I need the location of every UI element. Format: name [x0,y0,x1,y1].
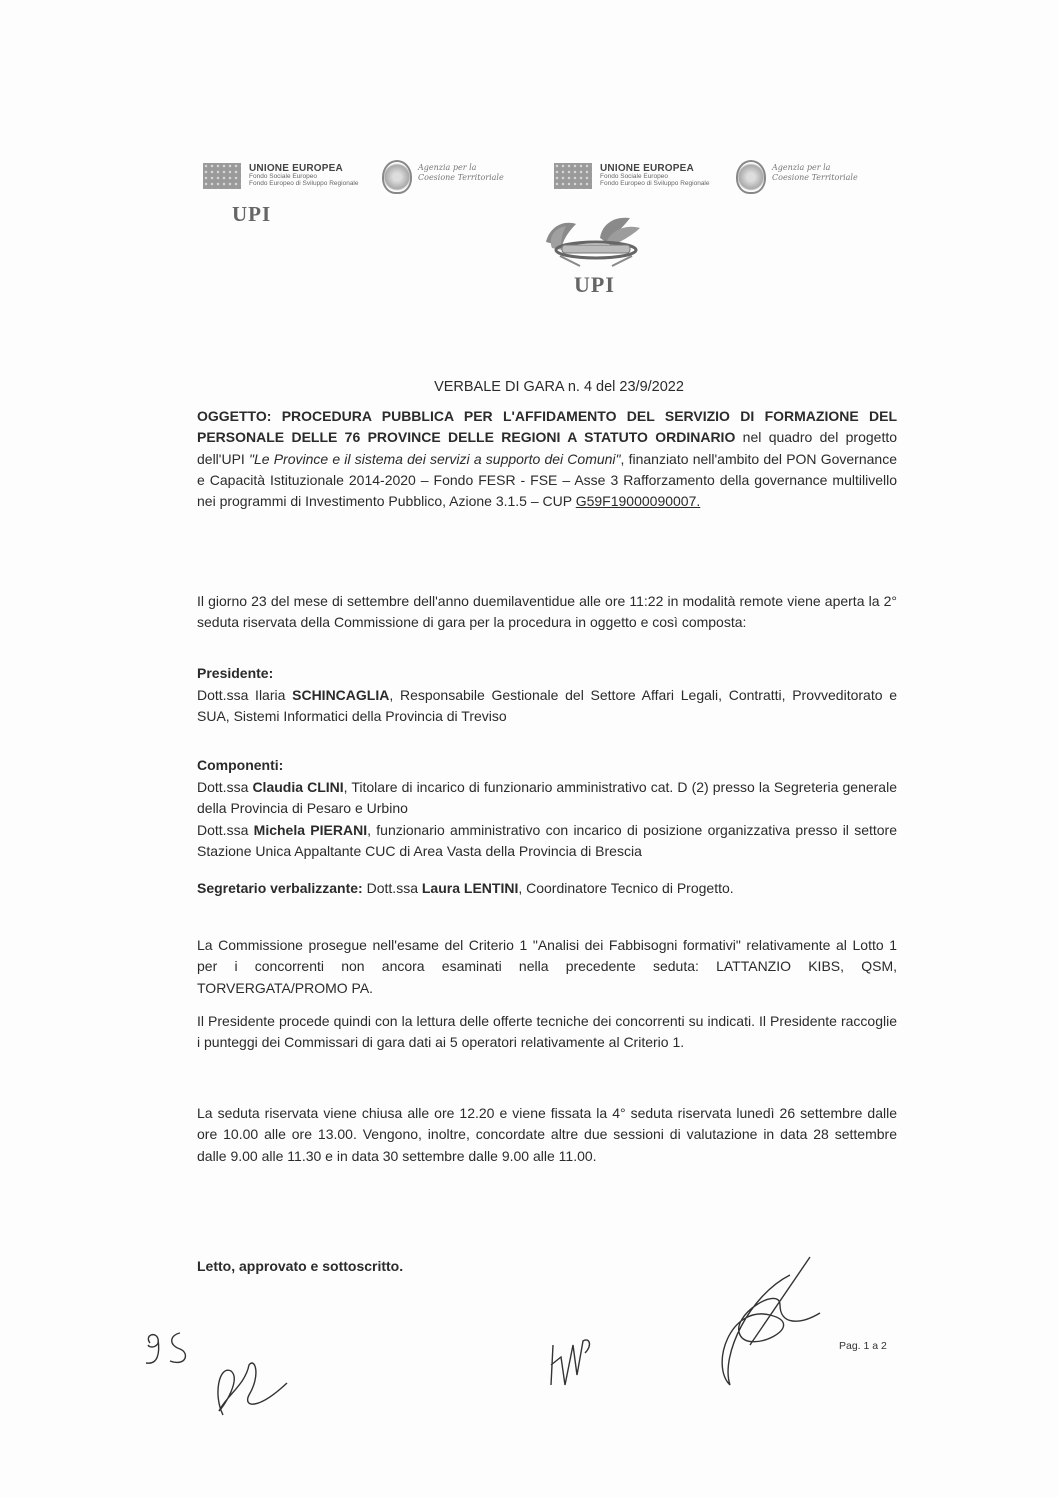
republic-emblem-icon [736,160,766,194]
signature-2 [205,1355,295,1425]
upi-logo-center: UPI [574,272,615,297]
segretario-label: Segretario verbalizzante: [197,880,363,896]
eu-flag-icon [554,163,592,189]
oggetto-text-1: nel quadro del progetto dell'UPI [197,429,898,467]
componente-role: , funzionario amministrativo con incarico di posizione organizzativa presso il settore Stazione Unica Appaltante CUC di Area Vasta della Provincia di Brescia [197,822,897,860]
ministry-logo-right [772,163,858,184]
componenti-label: Componenti: [197,757,284,773]
presidente-label: Presidente: [197,665,274,681]
eu-title: UNIONE EUROPEA [249,162,343,174]
eu-logo-right [554,163,710,189]
oggetto-paragraph [197,406,897,512]
eu-subtitle-2: Fondo Europeo di Sviluppo Regionale [600,180,710,188]
ministry-line-2: Coesione Territoriale [772,173,858,183]
eu-subtitle-1: Fondo Sociale Europeo [249,173,317,181]
oggetto-project-name: "Le Province e il sistema dei servizi a supporto dei Comuni" [248,450,621,467]
presidente-name: SCHINCAGLIA [292,687,390,703]
cup-code: G59F19000090007. [575,493,701,510]
ministry-line-2: Coesione Territoriale [418,173,504,183]
opening-paragraph: Il giorno 23 del mese di settembre dell'anno duemilaventidue alle ore 11:22 in modalità remote viene aperta la 2° seduta riservata della Commissione di gara per la procedura in oggetto e così composta: [197,593,897,631]
ministry-line-1: Agenzia per la [772,163,831,172]
page-number: Pag. 1 a 2 [839,1340,887,1352]
ministry-logo-left [418,163,504,184]
segretario-paragraph [197,878,897,899]
eu-subtitle-2: Fondo Europeo di Sviluppo Regionale [249,180,359,188]
presidente-role: , Responsabile Gestionale del Settore Affari Legali, Contratti, Provveditorato e SUA, Sistemi Informatici della Provincia di Treviso [197,687,897,725]
commissione-paragraph: La Commissione prosegue nell'esame del Criterio 1 "Analisi dei Fabbisogni formativi" relativamente al Lotto 1 per i concorrenti non ancora esaminati nella precedente seduta: LATTANZIO KIBS, QSM, TORVERGATA/PROMO PA. [197,937,897,996]
componente-2 [197,820,897,863]
signature-4 [670,1255,830,1395]
componente-prefix: Dott.ssa [197,779,253,795]
republic-emblem-icon [382,160,412,194]
signature-3 [545,1335,620,1395]
ministry-line-1: Agenzia per la [418,163,477,172]
segretario-prefix: Dott.ssa [362,880,422,896]
upi-wreath-icon [540,212,660,270]
componente-prefix: Dott.ssa [197,822,254,838]
oggetto-text-2: , finanziato nell'ambito del PON Governance e Capacità Istituzionale 2014-2020 – Fondo FESR - FSE – Asse 3 Rafforzamento della governance multilivello nei programmi di Investimento Pubblico, Azione 3.1.5 – CUP [197,450,897,510]
componente-name: Claudia CLINI [252,779,344,795]
presidente-prefix: Dott.ssa Ilaria [197,687,293,703]
segretario-name: Laura LENTINI [421,880,519,896]
document-title: VERBALE DI GARA n. 4 del 23/9/2022 [434,379,684,395]
eu-flag-icon [203,163,241,189]
oggetto-heading: OGGETTO: PROCEDURA PUBBLICA PER L'AFFIDAMENTO DEL SERVIZIO DI FORMAZIONE DEL PERSONALE DELLE 76 PROVINCE DELLE REGIONI A STATUTO ORDINARIO [197,408,897,446]
chiusura-paragraph: La seduta riservata viene chiusa alle ore 12.20 e viene fissata la 4° seduta riservata lunedì 26 settembre dalle ore 10.00 alle ore 13.00. Vengono, inoltre, concordate altre due sessioni di valutazione in data 28 settembre dalle 9.00 alle 11.30 e in data 30 settembre dalle 9.00 alle 11.00. [197,1105,897,1164]
componente-1 [197,777,897,820]
eu-logo-left [203,163,359,189]
signature-initials-1 [140,1325,200,1375]
componente-name: Michela PIERANI [253,822,368,838]
segretario-role: , Coordinatore Tecnico di Progetto. [518,880,734,896]
upi-logo-left: UPI [232,202,272,226]
letto-approvato: Letto, approvato e sottoscritto. [197,1258,404,1274]
eu-title: UNIONE EUROPEA [600,162,694,174]
presidente-procede-paragraph: Il Presidente procede quindi con la lettura delle offerte tecniche dei concorrenti su indicati. Il Presidente raccoglie i punteggi dei Commissari di gara dati ai 5 operatori relativamente al Criterio 1. [197,1013,897,1051]
eu-subtitle-1: Fondo Sociale Europeo [600,173,668,181]
presidente-paragraph [197,685,897,728]
componente-role: , Titolare di incarico di funzionario amministrativo cat. D (2) presso la Segreteria generale della Provincia di Pesaro e Urbino [197,779,897,817]
